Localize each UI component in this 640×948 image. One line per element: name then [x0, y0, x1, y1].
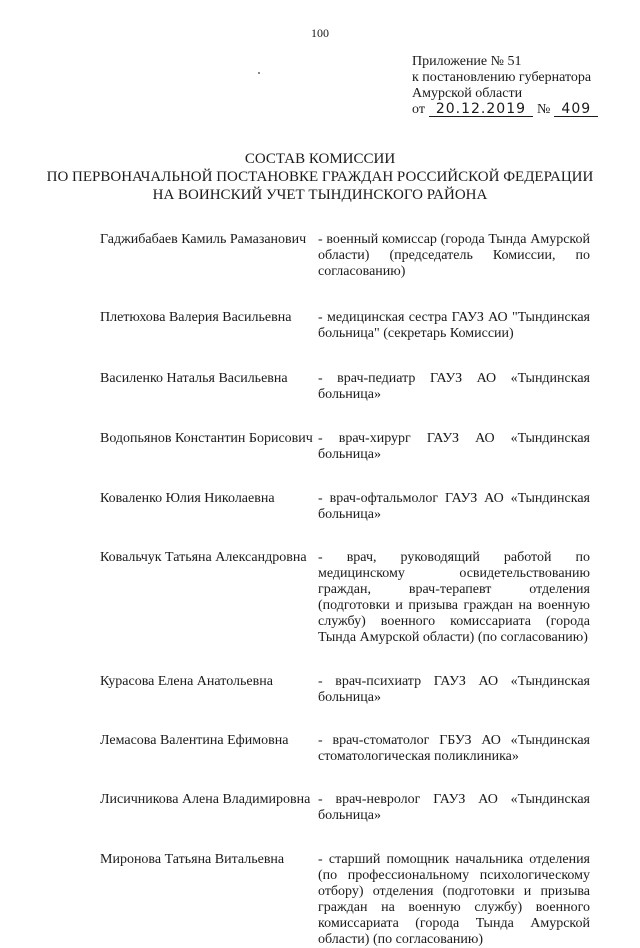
member-row	[100, 491, 600, 523]
member-name: Плетюхова Валерия Васильевна	[100, 310, 292, 325]
annex-region: Амурской области	[412, 86, 523, 101]
member-role: - врач-офтальмолог ГАУЗ АО «Тындинская больница»	[318, 491, 590, 522]
member-name: Миронова Татьяна Витальевна	[100, 852, 285, 867]
member-name: Курасова Елена Анатольевна	[100, 674, 273, 689]
member-role: - врач-невролог ГАУЗ АО «Тындинская больница»	[318, 792, 590, 823]
title-line-1: СОСТАВ КОМИССИИ	[244, 151, 396, 167]
member-name: Гаджибабаев Камиль Рамазанович	[100, 232, 307, 247]
member-role: - врач, руководящий работой по медицинскому освидетельствованию граждан, врач-терапевт отделения (подготовки и призыва граждан на военную службу) военного комиссариата (города Тында Амурской области) (по согласованию)	[318, 550, 590, 645]
scan-speck	[258, 72, 260, 74]
annex-date-line	[412, 102, 598, 118]
member-role: - медицинская сестра ГАУЗ АО "Тындинская больница" (секретарь Комиссии)	[318, 310, 590, 341]
member-row	[100, 232, 600, 280]
title-line-2: ПО ПЕРВОНАЧАЛЬНОЙ ПОСТАНОВКЕ ГРАЖДАН РОССИЙСКОЙ ФЕДЕРАЦИИ	[46, 169, 594, 185]
member-name: Коваленко Юлия Николаевна	[100, 491, 275, 506]
member-row	[100, 550, 600, 646]
member-name: Василенко Наталья Васильевна	[100, 371, 288, 386]
member-name: Водопьянов Константин Борисович	[100, 431, 313, 446]
member-row	[100, 431, 600, 463]
annex-title: Приложение № 51	[412, 54, 522, 69]
member-role: - врач-педиатр ГАУЗ АО «Тындинская больница»	[318, 371, 590, 402]
member-role: - врач-психиатр ГАУЗ АО «Тындинская больница»	[318, 674, 590, 705]
member-row	[100, 674, 600, 706]
member-row	[100, 371, 600, 403]
member-role: - старший помощник начальника отделения (по профессиональному психологическому отбору) отделения (подготовки и призыва граждан на военную службу) военного комиссариата (города Тында Амурской области) (по согласованию)	[318, 852, 590, 947]
date-prefix: от	[412, 102, 425, 117]
member-row	[100, 852, 600, 948]
handwritten-date: 20.12.2019	[429, 102, 533, 117]
member-name: Ковальчук Татьяна Александровна	[100, 550, 307, 565]
members-list	[100, 232, 600, 948]
member-role: - военный комиссар (города Тында Амурской области) (председатель Комиссии, по согласованию)	[318, 232, 590, 279]
member-role: - врач-хирург ГАУЗ АО «Тындинская больница»	[318, 431, 590, 462]
member-role: - врач-стоматолог ГБУЗ АО «Тындинская стоматологическая поликлиника»	[318, 733, 590, 764]
number-prefix: №	[536, 102, 551, 117]
title-line-3: НА ВОИНСКИЙ УЧЕТ ТЫНДИНСКОГО РАЙОНА	[152, 187, 488, 203]
page-number: 100	[311, 26, 329, 40]
member-row	[100, 792, 600, 824]
annex-block	[412, 54, 598, 118]
member-name: Лемасова Валентина Ефимовна	[100, 733, 289, 748]
member-row	[100, 310, 600, 342]
annex-resolution: к постановлению губернатора	[412, 70, 592, 85]
member-row	[100, 733, 600, 765]
document-title	[0, 150, 640, 204]
handwritten-number: 409	[554, 102, 598, 117]
member-name: Лисичникова Алена Владимировна	[100, 792, 311, 807]
